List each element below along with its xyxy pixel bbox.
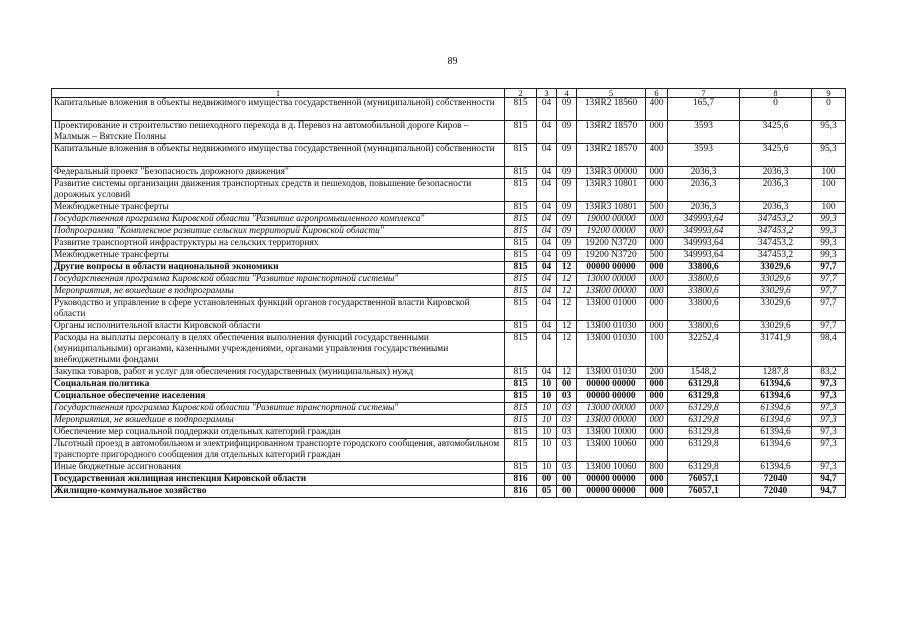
cell-target-article: 00000 00000 (577, 391, 646, 403)
cell-name: Руководство и управление в сфере установленных функций органов государственной власти Кировской области (52, 298, 505, 321)
cell-planned: 63129,8 (668, 462, 740, 474)
cell-admin-code: 815 (505, 333, 537, 367)
cell-admin-code: 815 (505, 415, 537, 427)
cell-name: Государственная программа Кировской области "Развитие транспортной системы" (52, 403, 505, 415)
cell-admin-code: 815 (505, 391, 537, 403)
cell-planned: 63129,8 (668, 403, 740, 415)
table-row (52, 179, 846, 202)
cell-executed: 33029,6 (740, 298, 812, 321)
cell-name: Капитальные вложения в объекты недвижимого имущества государственной (муниципальной) собственности (52, 98, 505, 121)
cell-section: 04 (537, 262, 557, 274)
cell-executed: 347453,2 (740, 226, 812, 238)
cell-expense-type: 000 (646, 286, 668, 298)
cell-name: Иные бюджетные ассигнования (52, 462, 505, 474)
cell-planned: 33800,6 (668, 321, 740, 333)
table-row (52, 462, 846, 474)
cell-admin-code: 815 (505, 427, 537, 439)
cell-planned: 63129,8 (668, 391, 740, 403)
cell-executed: 31741,9 (740, 333, 812, 367)
cell-executed: 0 (740, 98, 812, 121)
cell-expense-type: 200 (646, 367, 668, 379)
cell-planned: 63129,8 (668, 415, 740, 427)
cell-percent: 83,2 (812, 367, 846, 379)
cell-section: 05 (537, 486, 557, 498)
cell-admin-code: 815 (505, 286, 537, 298)
cell-planned: 2036,3 (668, 167, 740, 179)
cell-expense-type: 500 (646, 250, 668, 262)
cell-executed: 61394,6 (740, 415, 812, 427)
table-row (52, 403, 846, 415)
cell-target-article: 13Я00 10060 (577, 439, 646, 462)
cell-subsection: 09 (557, 250, 577, 262)
cell-subsection: 03 (557, 462, 577, 474)
cell-name: Другие вопросы в области национальной экономики (52, 262, 505, 274)
cell-percent: 97,7 (812, 274, 846, 286)
cell-planned: 2036,3 (668, 179, 740, 202)
cell-planned: 3593 (668, 144, 740, 167)
cell-subsection: 03 (557, 403, 577, 415)
page-number: 89 (447, 56, 458, 67)
cell-percent: 97,3 (812, 439, 846, 462)
cell-percent: 95,3 (812, 144, 846, 167)
cell-percent: 97,3 (812, 415, 846, 427)
cell-name: Капитальные вложения в объекты недвижимого имущества государственной (муниципальной) собственности (52, 144, 505, 167)
cell-section: 04 (537, 367, 557, 379)
cell-executed: 3425,6 (740, 121, 812, 144)
cell-expense-type: 000 (646, 427, 668, 439)
cell-section: 04 (537, 286, 557, 298)
cell-section: 10 (537, 415, 557, 427)
cell-subsection: 09 (557, 214, 577, 226)
column-header: 4 (557, 89, 577, 98)
budget-table (51, 88, 846, 498)
cell-subsection: 09 (557, 202, 577, 214)
cell-target-article: 19200 00000 (577, 226, 646, 238)
table-row (52, 98, 846, 121)
cell-executed: 61394,6 (740, 391, 812, 403)
cell-executed: 1287,8 (740, 367, 812, 379)
column-header: 7 (668, 89, 740, 98)
cell-section: 04 (537, 321, 557, 333)
cell-admin-code: 815 (505, 367, 537, 379)
cell-target-article: 13Я00 01030 (577, 333, 646, 367)
cell-planned: 33800,6 (668, 262, 740, 274)
cell-section: 04 (537, 238, 557, 250)
cell-section: 04 (537, 274, 557, 286)
table-row (52, 250, 846, 262)
cell-admin-code: 815 (505, 98, 537, 121)
cell-expense-type: 000 (646, 167, 668, 179)
cell-percent: 99,3 (812, 238, 846, 250)
cell-percent: 97,3 (812, 379, 846, 391)
cell-target-article: 00000 00000 (577, 486, 646, 498)
cell-planned: 63129,8 (668, 439, 740, 462)
cell-target-article: 00000 00000 (577, 262, 646, 274)
table-row (52, 298, 846, 321)
cell-section: 04 (537, 250, 557, 262)
table-row (52, 415, 846, 427)
cell-target-article: 00000 00000 (577, 379, 646, 391)
cell-target-article: 19000 00000 (577, 214, 646, 226)
cell-target-article: 13ЯR2 18570 (577, 121, 646, 144)
cell-name: Развитие транспортной инфраструктуры на сельских территориях (52, 238, 505, 250)
cell-target-article: 13ЯR2 18570 (577, 144, 646, 167)
cell-admin-code: 815 (505, 274, 537, 286)
cell-target-article: 13Я00 01030 (577, 367, 646, 379)
cell-percent: 0 (812, 98, 846, 121)
cell-subsection: 09 (557, 179, 577, 202)
cell-executed: 347453,2 (740, 238, 812, 250)
cell-planned: 76057,1 (668, 486, 740, 498)
cell-subsection: 03 (557, 391, 577, 403)
cell-admin-code: 815 (505, 439, 537, 462)
cell-percent: 99,3 (812, 214, 846, 226)
cell-planned: 1548,2 (668, 367, 740, 379)
table-row (52, 144, 846, 167)
cell-name: Мероприятия, не вошедшие в подпрограммы (52, 286, 505, 298)
cell-section: 04 (537, 121, 557, 144)
cell-expense-type: 000 (646, 238, 668, 250)
cell-section: 04 (537, 144, 557, 167)
cell-subsection: 09 (557, 144, 577, 167)
cell-name: Государственная жилищная инспекция Кировской области (52, 474, 505, 486)
cell-name: Развитие системы организации движения транспортных средств и пешеходов, повышение безопасности дорожных условий (52, 179, 505, 202)
cell-subsection: 09 (557, 238, 577, 250)
table-row (52, 274, 846, 286)
cell-target-article: 13ЯR3 10801 (577, 202, 646, 214)
cell-subsection: 12 (557, 333, 577, 367)
cell-subsection: 12 (557, 262, 577, 274)
cell-planned: 76057,1 (668, 474, 740, 486)
cell-planned: 63129,8 (668, 427, 740, 439)
cell-expense-type: 000 (646, 226, 668, 238)
cell-planned: 3593 (668, 121, 740, 144)
table-row (52, 486, 846, 498)
table-row (52, 333, 846, 367)
table-header-row (52, 89, 846, 98)
cell-planned: 63129,8 (668, 379, 740, 391)
cell-percent: 97,3 (812, 462, 846, 474)
cell-name: Расходы на выплаты персоналу в целях обеспечения выполнения функций государственными (муниципальными) органами, казенными учреждениями, органами управления государственными внебюджетными фондами (52, 333, 505, 367)
cell-planned: 349993,64 (668, 250, 740, 262)
cell-section: 04 (537, 226, 557, 238)
cell-expense-type: 000 (646, 415, 668, 427)
cell-target-article: 13Я00 00000 (577, 286, 646, 298)
table-row (52, 391, 846, 403)
table-row (52, 202, 846, 214)
cell-section: 04 (537, 98, 557, 121)
cell-executed: 72040 (740, 474, 812, 486)
cell-admin-code: 815 (505, 202, 537, 214)
cell-percent: 94,7 (812, 486, 846, 498)
cell-subsection: 00 (557, 486, 577, 498)
cell-executed: 72040 (740, 486, 812, 498)
cell-planned: 2036,3 (668, 202, 740, 214)
cell-executed: 347453,2 (740, 214, 812, 226)
cell-planned: 33800,6 (668, 298, 740, 321)
cell-target-article: 13Я00 01030 (577, 321, 646, 333)
cell-planned: 349993,64 (668, 226, 740, 238)
table-row (52, 427, 846, 439)
cell-name: Межбюджетные трансферты (52, 202, 505, 214)
cell-executed: 347453,2 (740, 250, 812, 262)
cell-section: 10 (537, 391, 557, 403)
cell-subsection: 00 (557, 379, 577, 391)
cell-executed: 2036,3 (740, 167, 812, 179)
cell-target-article: 13ЯR3 00000 (577, 167, 646, 179)
cell-expense-type: 000 (646, 179, 668, 202)
cell-subsection: 09 (557, 167, 577, 179)
cell-admin-code: 815 (505, 321, 537, 333)
column-header: 8 (740, 89, 812, 98)
cell-percent: 97,7 (812, 262, 846, 274)
cell-target-article: 00000 00000 (577, 474, 646, 486)
cell-name: Подпрограмма "Комплексное развитие сельских территорий Кировской области" (52, 226, 505, 238)
cell-subsection: 09 (557, 121, 577, 144)
cell-admin-code: 815 (505, 379, 537, 391)
cell-name: Государственная программа Кировской области "Развитие транспортной системы" (52, 274, 505, 286)
table-row (52, 321, 846, 333)
cell-section: 00 (537, 474, 557, 486)
table-row (52, 121, 846, 144)
cell-admin-code: 815 (505, 403, 537, 415)
cell-section: 10 (537, 403, 557, 415)
cell-percent: 97,3 (812, 391, 846, 403)
cell-target-article: 13ЯR3 10801 (577, 179, 646, 202)
cell-expense-type: 000 (646, 379, 668, 391)
cell-executed: 61394,6 (740, 379, 812, 391)
cell-section: 10 (537, 439, 557, 462)
cell-admin-code: 815 (505, 167, 537, 179)
cell-admin-code: 815 (505, 121, 537, 144)
column-header: 2 (505, 89, 537, 98)
cell-expense-type: 000 (646, 474, 668, 486)
cell-subsection: 09 (557, 98, 577, 121)
cell-percent: 94,7 (812, 474, 846, 486)
column-header: 6 (646, 89, 668, 98)
cell-section: 10 (537, 379, 557, 391)
cell-executed: 61394,6 (740, 462, 812, 474)
cell-admin-code: 815 (505, 262, 537, 274)
table-row (52, 214, 846, 226)
cell-name: Закупка товаров, работ и услуг для обеспечения государственных (муниципальных) нужд (52, 367, 505, 379)
cell-percent: 100 (812, 179, 846, 202)
cell-target-article: 13000 00000 (577, 274, 646, 286)
cell-executed: 2036,3 (740, 179, 812, 202)
cell-planned: 33800,6 (668, 286, 740, 298)
cell-expense-type: 000 (646, 274, 668, 286)
cell-subsection: 12 (557, 321, 577, 333)
cell-section: 04 (537, 179, 557, 202)
cell-expense-type: 500 (646, 202, 668, 214)
cell-planned: 33800,6 (668, 274, 740, 286)
cell-target-article: 13ЯR2 18560 (577, 98, 646, 121)
cell-name: Социальная политика (52, 379, 505, 391)
cell-name: Обеспечение мер социальной поддержки отдельных категорий граждан (52, 427, 505, 439)
cell-section: 04 (537, 202, 557, 214)
table-row (52, 439, 846, 462)
cell-target-article: 19200 N3720 (577, 238, 646, 250)
cell-admin-code: 815 (505, 226, 537, 238)
table-row (52, 379, 846, 391)
cell-percent: 97,7 (812, 286, 846, 298)
cell-expense-type: 800 (646, 462, 668, 474)
cell-percent: 98,4 (812, 333, 846, 367)
cell-section: 04 (537, 167, 557, 179)
cell-expense-type: 000 (646, 486, 668, 498)
cell-admin-code: 816 (505, 474, 537, 486)
cell-admin-code: 815 (505, 298, 537, 321)
cell-target-article: 13000 00000 (577, 403, 646, 415)
cell-target-article: 13Я00 00000 (577, 415, 646, 427)
table-row (52, 286, 846, 298)
cell-admin-code: 815 (505, 250, 537, 262)
cell-name: Государственная программа Кировской области "Развитие агропромышленного комплекса" (52, 214, 505, 226)
cell-section: 04 (537, 333, 557, 367)
cell-expense-type: 000 (646, 262, 668, 274)
column-header: 1 (52, 89, 505, 98)
cell-name: Проектирование и строительство пешеходного перехода в д. Перевоз на автомобильной дороге Киров – Малмыж – Вятские Поляны (52, 121, 505, 144)
cell-percent: 99,3 (812, 250, 846, 262)
cell-section: 10 (537, 427, 557, 439)
cell-section: 04 (537, 298, 557, 321)
cell-target-article: 19200 N3720 (577, 250, 646, 262)
column-header: 3 (537, 89, 557, 98)
cell-name: Федеральный проект "Безопасность дорожного движения" (52, 167, 505, 179)
cell-expense-type: 400 (646, 98, 668, 121)
cell-subsection: 03 (557, 427, 577, 439)
cell-section: 04 (537, 214, 557, 226)
cell-subsection: 12 (557, 367, 577, 379)
cell-executed: 33029,6 (740, 286, 812, 298)
cell-executed: 2036,3 (740, 202, 812, 214)
table-row (52, 226, 846, 238)
cell-target-article: 13Я00 10000 (577, 427, 646, 439)
cell-section: 10 (537, 462, 557, 474)
cell-subsection: 03 (557, 439, 577, 462)
table-row (52, 367, 846, 379)
cell-percent: 97,3 (812, 403, 846, 415)
cell-name: Жилищно-коммунальное хозяйство (52, 486, 505, 498)
cell-planned: 349993,64 (668, 238, 740, 250)
cell-admin-code: 815 (505, 462, 537, 474)
cell-percent: 97,7 (812, 321, 846, 333)
cell-admin-code: 816 (505, 486, 537, 498)
table-row (52, 167, 846, 179)
cell-name: Мероприятия, не вошедшие в подпрограммы (52, 415, 505, 427)
cell-executed: 33029,6 (740, 321, 812, 333)
cell-subsection: 00 (557, 474, 577, 486)
cell-admin-code: 815 (505, 179, 537, 202)
cell-expense-type: 000 (646, 298, 668, 321)
cell-expense-type: 000 (646, 403, 668, 415)
cell-target-article: 13Я00 01000 (577, 298, 646, 321)
cell-executed: 61394,6 (740, 439, 812, 462)
cell-name: Льготный проезд в автомобильном и электрифицированном транспорте городского сообщения, автомобильном транспорте пригородного сообщения для отдельных категорий граждан (52, 439, 505, 462)
cell-expense-type: 000 (646, 439, 668, 462)
cell-expense-type: 000 (646, 391, 668, 403)
cell-name: Межбюджетные трансферты (52, 250, 505, 262)
cell-percent: 95,3 (812, 121, 846, 144)
cell-subsection: 12 (557, 298, 577, 321)
cell-target-article: 13Я00 10060 (577, 462, 646, 474)
cell-percent: 100 (812, 202, 846, 214)
cell-admin-code: 815 (505, 214, 537, 226)
cell-expense-type: 000 (646, 214, 668, 226)
table-row (52, 238, 846, 250)
cell-expense-type: 100 (646, 333, 668, 367)
column-header: 9 (812, 89, 846, 98)
cell-percent: 97,3 (812, 427, 846, 439)
cell-executed: 3425,6 (740, 144, 812, 167)
cell-percent: 100 (812, 167, 846, 179)
cell-expense-type: 000 (646, 321, 668, 333)
cell-name: Социальное обеспечение населения (52, 391, 505, 403)
cell-planned: 349993,64 (668, 214, 740, 226)
cell-admin-code: 815 (505, 144, 537, 167)
table-row (52, 474, 846, 486)
cell-planned: 165,7 (668, 98, 740, 121)
column-header: 5 (577, 89, 646, 98)
cell-subsection: 12 (557, 286, 577, 298)
cell-name: Органы исполнительной власти Кировской области (52, 321, 505, 333)
cell-admin-code: 815 (505, 238, 537, 250)
cell-subsection: 03 (557, 415, 577, 427)
cell-executed: 33029,6 (740, 262, 812, 274)
cell-executed: 61394,6 (740, 427, 812, 439)
table-row (52, 262, 846, 274)
cell-percent: 97,7 (812, 298, 846, 321)
cell-executed: 33029,6 (740, 274, 812, 286)
cell-percent: 99,3 (812, 226, 846, 238)
cell-executed: 61394,6 (740, 403, 812, 415)
cell-subsection: 09 (557, 226, 577, 238)
cell-expense-type: 000 (646, 121, 668, 144)
cell-subsection: 12 (557, 274, 577, 286)
cell-planned: 32252,4 (668, 333, 740, 367)
cell-expense-type: 400 (646, 144, 668, 167)
